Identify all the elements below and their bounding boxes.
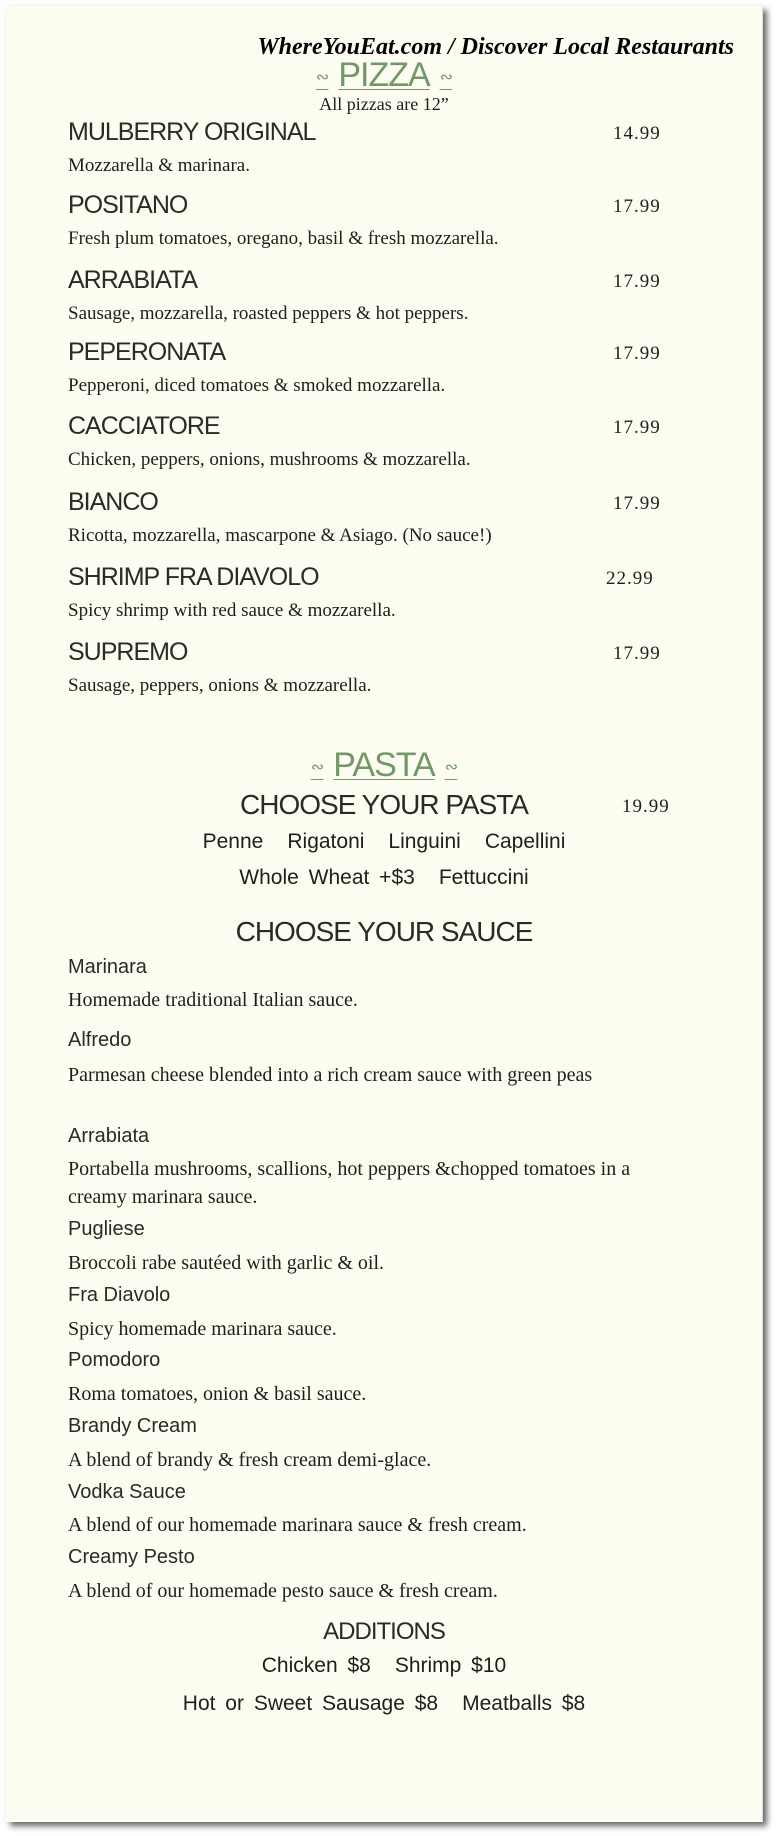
watermark: WhereYouEat.com / Discover Local Restaurants: [257, 34, 734, 60]
sauce-description: A blend of brandy & fresh cream demi-glace.: [68, 1449, 432, 1471]
pizza-section-title: [6, 56, 762, 95]
pizza-item-name: SHRIMP FRA DIAVOLO: [68, 563, 319, 591]
addition-option: Meatballs $8: [462, 1692, 586, 1715]
sauce-name: Pomodoro: [68, 1349, 161, 1371]
sauce-description: A blend of our homemade pesto sauce & fresh cream.: [68, 1580, 498, 1602]
sauce-description: A blend of our homemade marinara sauce & fresh cream.: [68, 1514, 527, 1536]
sauce-description: Homemade traditional Italian sauce.: [68, 989, 358, 1011]
pizza-item-name: MULBERRY ORIGINAL: [68, 118, 316, 146]
pasta-options-row: [6, 830, 762, 854]
pizza-item-description: Chicken, peppers, onions, mushrooms & mozzarella.: [68, 449, 471, 470]
pizza-item-price: 17.99: [613, 493, 661, 514]
sauce-description: Roma tomatoes, onion & basil sauce.: [68, 1383, 367, 1405]
addition-option: Hot or Sweet Sausage $8: [182, 1692, 439, 1715]
sauce-description: Spicy homemade marinara sauce.: [68, 1318, 337, 1340]
pizza-item-name: BIANCO: [68, 488, 158, 516]
pizza-item-name: CACCIATORE: [68, 412, 220, 440]
additions-row: [6, 1654, 762, 1678]
ornament-icon: ∾: [310, 759, 324, 777]
addition-option: Shrimp $10: [394, 1654, 507, 1677]
sauce-name: Arrabiata: [68, 1125, 150, 1147]
sauce-name: Fra Diavolo: [68, 1284, 171, 1306]
pasta-option: Capellini: [484, 830, 566, 853]
pizza-item-price: 17.99: [613, 343, 661, 364]
pasta-option: Linguini: [388, 830, 461, 853]
sauce-name: Alfredo: [68, 1029, 132, 1051]
choose-sauce-heading: CHOOSE YOUR SAUCE: [235, 916, 533, 947]
pizza-item-description: Spicy shrimp with red sauce & mozzarella.: [68, 600, 396, 621]
pizza-item-description: Sausage, peppers, onions & mozzarella.: [68, 675, 372, 696]
ornament-icon: ∾: [444, 759, 458, 777]
sauce-name: Brandy Cream: [68, 1415, 197, 1437]
pasta-price: 19.99: [622, 796, 670, 817]
pizza-item-price: 22.99: [606, 568, 654, 589]
pasta-section-title: [6, 746, 762, 785]
sauce-name: Vodka Sauce: [68, 1481, 186, 1503]
additions-heading: ADDITIONS: [323, 1618, 445, 1645]
pizza-item-description: Ricotta, mozzarella, mascarpone & Asiago. (No sauce!): [68, 525, 492, 546]
pizza-item-name: PEPERONATA: [68, 338, 226, 366]
pizza-title-text: PIZZA: [338, 56, 430, 94]
pizza-item-name: POSITANO: [68, 191, 188, 219]
pizza-item-price: 17.99: [613, 643, 661, 664]
pizza-item-description: Fresh plum tomatoes, oregano, basil & fresh mozzarella.: [68, 228, 499, 249]
ornament-icon: ∾: [315, 69, 329, 87]
pasta-options-row: [6, 866, 762, 890]
choose-pasta-heading: CHOOSE YOUR PASTA: [240, 789, 528, 820]
addition-option: Chicken $8: [261, 1654, 371, 1677]
pizza-item-name: SUPREMO: [68, 638, 188, 666]
pizza-item-price: 14.99: [613, 123, 661, 144]
additions-row: [6, 1692, 762, 1716]
pasta-option: Penne: [202, 830, 264, 853]
pasta-title-text: PASTA: [333, 746, 435, 784]
pizza-item-description: Sausage, mozzarella, roasted peppers & hot peppers.: [68, 303, 469, 324]
sauce-name: Pugliese: [68, 1218, 145, 1240]
sauce-name: Marinara: [68, 956, 147, 978]
sauce-name: Creamy Pesto: [68, 1546, 195, 1568]
sauce-description: Portabella mushrooms, scallions, hot peppers &chopped tomatoes in a creamy marinara sauce.: [68, 1158, 631, 1208]
pasta-option: Whole Wheat +$3: [239, 866, 415, 889]
pizza-item-description: Mozzarella & marinara.: [68, 155, 250, 176]
pizza-item-name: ARRABIATA: [68, 266, 197, 294]
pasta-option: Fettuccini: [438, 866, 529, 889]
pizza-size-note: All pizzas are 12”: [319, 94, 449, 114]
menu-page: [6, 6, 763, 1822]
pizza-item-description: Pepperoni, diced tomatoes & smoked mozzarella.: [68, 375, 446, 396]
ornament-icon: ∾: [439, 69, 453, 87]
sauce-description: Parmesan cheese blended into a rich cream sauce with green peas: [68, 1064, 593, 1086]
pizza-item-price: 17.99: [613, 196, 661, 217]
sauce-description: Broccoli rabe sautéed with garlic & oil.: [68, 1252, 385, 1274]
pizza-item-price: 17.99: [613, 271, 661, 292]
pizza-item-price: 17.99: [613, 417, 661, 438]
pasta-option: Rigatoni: [287, 830, 365, 853]
